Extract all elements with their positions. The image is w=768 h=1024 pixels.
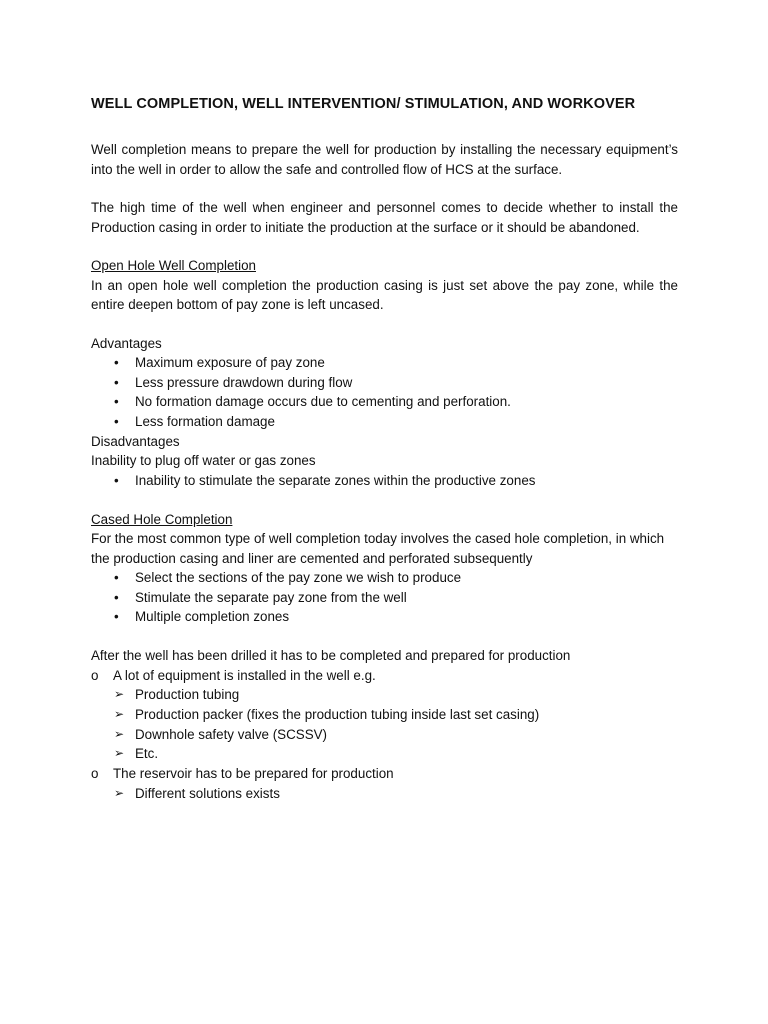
arrow-marker-icon: ➢ bbox=[114, 726, 125, 741]
list-item: ➢ Production packer (fixes the production tubing inside last set casing) bbox=[91, 705, 678, 725]
list-item: ➢ Etc. bbox=[91, 744, 678, 764]
bullet-marker: • bbox=[114, 570, 119, 586]
list-item: ➢ Production tubing bbox=[91, 685, 678, 705]
document-title: WELL COMPLETION, WELL INTERVENTION/ STIMULATION, AND WORKOVER bbox=[91, 96, 636, 112]
circle-marker: o bbox=[91, 667, 99, 683]
bullet-marker: • bbox=[114, 589, 119, 605]
arrow-marker-icon: ➢ bbox=[114, 746, 125, 761]
list-item: • Maximum exposure of pay zone bbox=[91, 353, 678, 373]
list-item: ➢ Different solutions exists bbox=[91, 784, 678, 804]
equipment-sublist bbox=[113, 685, 678, 764]
bullet-marker: • bbox=[114, 414, 119, 430]
cased-hole-heading: Cased Hole Completion bbox=[91, 511, 233, 527]
list-item: • Inability to stimulate the separate zones within the productive zones bbox=[91, 471, 678, 491]
disadvantages-text: Inability to plug off water or gas zones bbox=[91, 453, 316, 469]
bullet-marker: • bbox=[114, 394, 119, 410]
bullet-marker: • bbox=[114, 609, 119, 625]
list-item: o The reservoir has to be prepared for production ➢ Different solutions exists bbox=[91, 764, 678, 803]
list-item: • Less pressure drawdown during flow bbox=[91, 373, 678, 393]
list-item: o A lot of equipment is installed in the well e.g. ➢ Production tubing ➢ Production packer (fixes the production tubing inside last set casing) ➢ Downhole safety valve (SCSSV) ➢ Etc. bbox=[91, 666, 678, 765]
bullet-marker: • bbox=[114, 374, 119, 390]
list-item: ➢ Downhole safety valve (SCSSV) bbox=[91, 725, 678, 745]
list-item: • No formation damage occurs due to cementing and perforation. bbox=[91, 392, 678, 412]
arrow-marker-icon: ➢ bbox=[114, 687, 125, 702]
after-drilled-list bbox=[91, 666, 678, 804]
list-item: • Less formation damage bbox=[91, 412, 678, 432]
after-drilled-text: After the well has been drilled it has to be completed and prepared for production bbox=[91, 648, 571, 664]
list-item: • Multiple completion zones bbox=[91, 607, 678, 627]
advantages-list bbox=[91, 353, 678, 432]
reservoir-sublist bbox=[113, 784, 678, 804]
cased-hole-description: For the most common type of well completion today involves the cased hole completion, in which the production casing and liner are cemented and perforated subsequently bbox=[91, 531, 665, 566]
disadvantages-label: Disadvantages bbox=[91, 433, 180, 449]
cased-hole-list bbox=[91, 568, 678, 627]
open-hole-heading: Open Hole Well Completion bbox=[91, 258, 256, 273]
open-hole-description: In an open hole well completion the production casing is just set above the pay zone, while the entire deepen bottom of pay zone is left uncased. bbox=[91, 277, 678, 312]
intro-paragraph-2: The high time of the well when engineer and personnel comes to decide whether to install the Production casing in order to initiate the production at the surface or it should be abandoned. bbox=[91, 200, 678, 235]
arrow-marker-icon: ➢ bbox=[114, 785, 125, 800]
disadvantages-list bbox=[91, 471, 678, 491]
advantages-label: Advantages bbox=[91, 335, 162, 351]
circle-marker: o bbox=[91, 766, 99, 782]
list-item: • Select the sections of the pay zone we wish to produce bbox=[91, 568, 678, 588]
list-item: • Stimulate the separate pay zone from the well bbox=[91, 588, 678, 608]
bullet-marker: • bbox=[114, 355, 119, 370]
intro-paragraph-1: Well completion means to prepare the well for production by installing the necessary equipment’s into the well in order to allow the safe and controlled flow of HCS at the surface. bbox=[91, 142, 678, 177]
arrow-marker-icon: ➢ bbox=[114, 707, 125, 722]
bullet-marker: • bbox=[114, 472, 119, 488]
